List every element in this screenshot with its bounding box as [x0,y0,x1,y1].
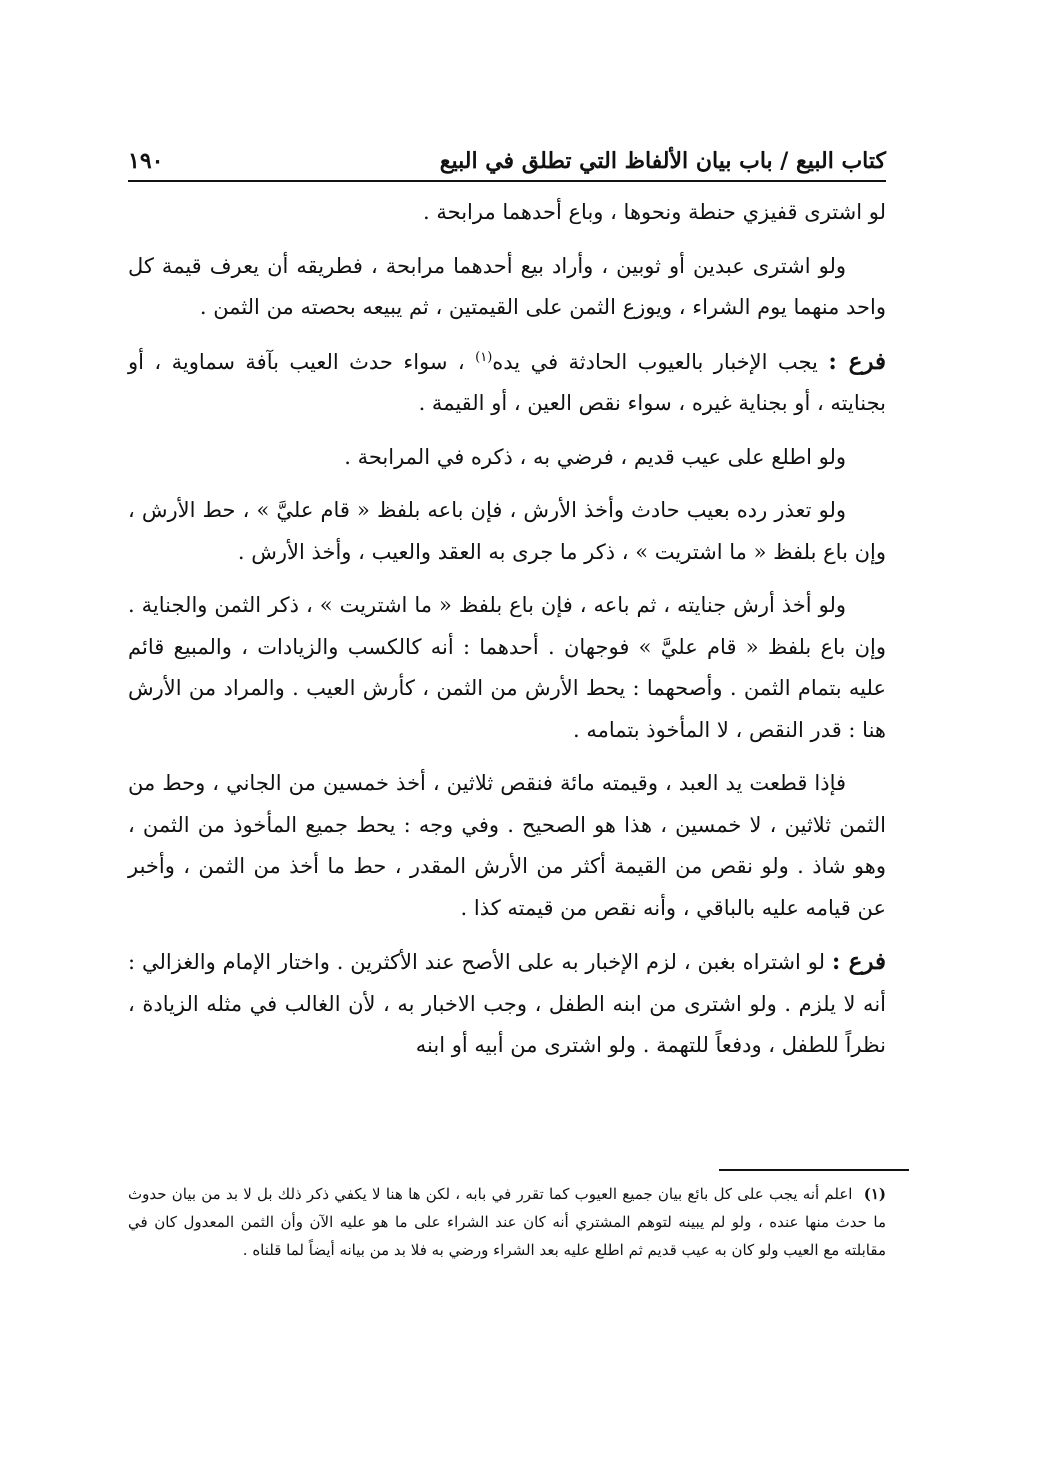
paragraph-8 [128,941,886,1067]
paragraph-6 [128,585,886,751]
page-header [128,138,886,182]
footnote-divider [719,1169,909,1171]
section-term: فرع : [831,948,887,975]
paragraph-2 [128,246,886,329]
footnote [128,1180,886,1264]
paragraph-text: ولو اطلع على عيب قديم ، فرضي به ، ذكره في المرابحة . [344,444,846,469]
footnote-reference: (١) [475,349,493,365]
paragraph-7 [128,763,886,929]
paragraph-text: ، سواء حدث العيب بآفة سماوية ، أو بجنايته ، أو بجناية غيره ، سواء نقص العين ، أو القيمة . [128,349,886,415]
section-term: فرع : [828,347,887,375]
running-title: كتاب البيع / باب بيان الألفاظ التي تطلق في البيع [439,148,886,174]
paragraph-1 [128,192,886,234]
paragraph-text: يجب الإخبار بالعيوب الحادثة في يده [492,349,818,374]
paragraph-3 [128,341,886,425]
paragraph-text: ولو أخذ أرش جنايته ، ثم باعه ، فإن باع بلفظ « ما اشتريت » ، ذكر الثمن والجناية . وإن باع بلفظ « قام عليَّ » فوجهان . أحدهما : أنه كالكسب والزيادات ، والمبيع قائم عليه بتمام الثمن . وأصحهما : يحط الأرش من الثمن ، كأرش العيب . والمراد من الأرش هنا : قدر النقص ، لا المأخوذ بتمامه . [128,593,886,742]
footnote-text: اعلم أنه يجب على كل بائع بيان جميع العيوب كما تقرر في بابه ، لكن ها هنا لا يكفي ذكر ذلك بل لا بد من بيان حدوث ما حدث منها عنده ، ولو لم يبينه لتوهم المشتري أنه كان عند الشراء على ما هو عليه الآن وأن الثمن المعدول كان في مقابلته مع العيب ولو كان به عيب قديم ثم اطلع عليه بعد الشراء ورضي به فلا بد من بيانه أيضاً لما قلناه . [128,1185,886,1259]
paragraph-text: فإذا قطعت يد العبد ، وقيمته مائة فنقص ثلاثين ، أخذ خمسين من الجاني ، وحط من الثمن ثلاثين ، لا خمسين ، هذا هو الصحيح . وفي وجه : يحط جميع المأخوذ من الثمن ، وهو شاذ . ولو نقص من القيمة أكثر من الأرش المقدر ، حط ما أخذ من الثمن ، وأخبر عن قيامه عليه بالباقي ، وأنه نقص من قيمته كذا . [128,771,886,920]
paragraph-text: ولو تعذر رده بعيب حادث وأخذ الأرش ، فإن باعه بلفظ « قام عليَّ » ، حط الأرش ، وإن باع بلفظ « ما اشتريت » ، ذكر ما جرى به العقد والعيب ، وأخذ الأرش . [128,498,886,564]
paragraph-text: لو اشتراه بغبن ، لزم الإخبار به على الأصح عند الأكثرين . واختار الإمام والغزالي : أنه لا يلزم . ولو اشترى من ابنه الطفل ، وجب الاخبار به ، لأن الغالب في مثله الزيادة ، نظراً للطفل ، ودفعاً للتهمة . ولو اشترى من أبيه أو ابنه [128,950,886,1057]
paragraph-text: لو اشترى قفيزي حنطة ونحوها ، وباع أحدهما مرابحة . [423,200,886,224]
paragraph-5 [128,490,886,573]
page-number: ١٩٠ [128,148,164,174]
footnote-mark: (١) [863,1185,886,1203]
main-text [128,192,886,1079]
paragraph-4 [128,437,886,479]
paragraph-text: ولو اشترى عبدين أو ثوبين ، وأراد بيع أحدهما مرابحة ، فطريقه أن يعرف قيمة كل واحد منهما يوم الشراء ، ويوزع الثمن على القيمتين ، ثم يبيعه بحصته من الثمن . [128,253,886,319]
